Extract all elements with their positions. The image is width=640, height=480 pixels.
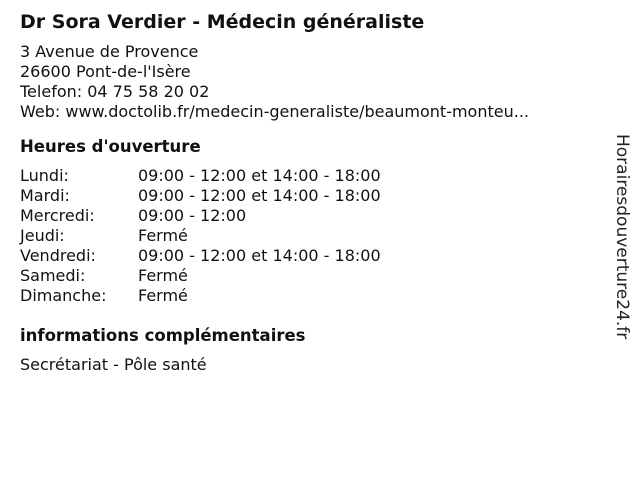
day-label: Mercredi: — [20, 206, 95, 225]
address-block — [20, 42, 600, 122]
additional-info-title: informations complémentaires — [20, 326, 306, 345]
hours-value: 09:00 - 12:00 et 14:00 - 18:00 — [138, 186, 381, 205]
page-title: Dr Sora Verdier - Médecin généraliste — [20, 11, 425, 33]
day-label: Jeudi: — [20, 226, 65, 245]
hours-value: Fermé — [138, 266, 188, 285]
site-watermark: Horairesdouverture24.fr — [612, 134, 632, 340]
hours-row-wednesday — [20, 206, 600, 226]
hours-row-friday — [20, 246, 600, 266]
hours-row-saturday — [20, 266, 600, 286]
hours-row-tuesday — [20, 186, 600, 206]
hours-row-monday — [20, 166, 600, 186]
street-address: 3 Avenue de Provence — [20, 42, 199, 61]
day-label: Lundi: — [20, 166, 69, 185]
day-label: Dimanche: — [20, 286, 107, 305]
business-card — [20, 10, 600, 375]
additional-info-text: Secrétariat - Pôle santé — [20, 355, 207, 374]
city-address: 26600 Pont-de-l'Isère — [20, 62, 191, 81]
day-label: Samedi: — [20, 266, 86, 285]
hours-value: 09:00 - 12:00 — [138, 206, 247, 225]
website-link[interactable]: Web: www.doctolib.fr/medecin-generaliste/beaumont-monteu... — [20, 102, 529, 121]
phone-number[interactable]: Telefon: 04 75 58 20 02 — [20, 82, 210, 101]
hours-value: 09:00 - 12:00 et 14:00 - 18:00 — [138, 166, 381, 185]
hours-row-sunday — [20, 286, 600, 306]
day-label: Mardi: — [20, 186, 70, 205]
day-label: Vendredi: — [20, 246, 96, 265]
hours-value: Fermé — [138, 226, 188, 245]
opening-hours-table — [20, 166, 600, 306]
opening-hours-title: Heures d'ouverture — [20, 137, 201, 156]
hours-value: 09:00 - 12:00 et 14:00 - 18:00 — [138, 246, 381, 265]
hours-value: Fermé — [138, 286, 188, 305]
hours-row-thursday — [20, 226, 600, 246]
